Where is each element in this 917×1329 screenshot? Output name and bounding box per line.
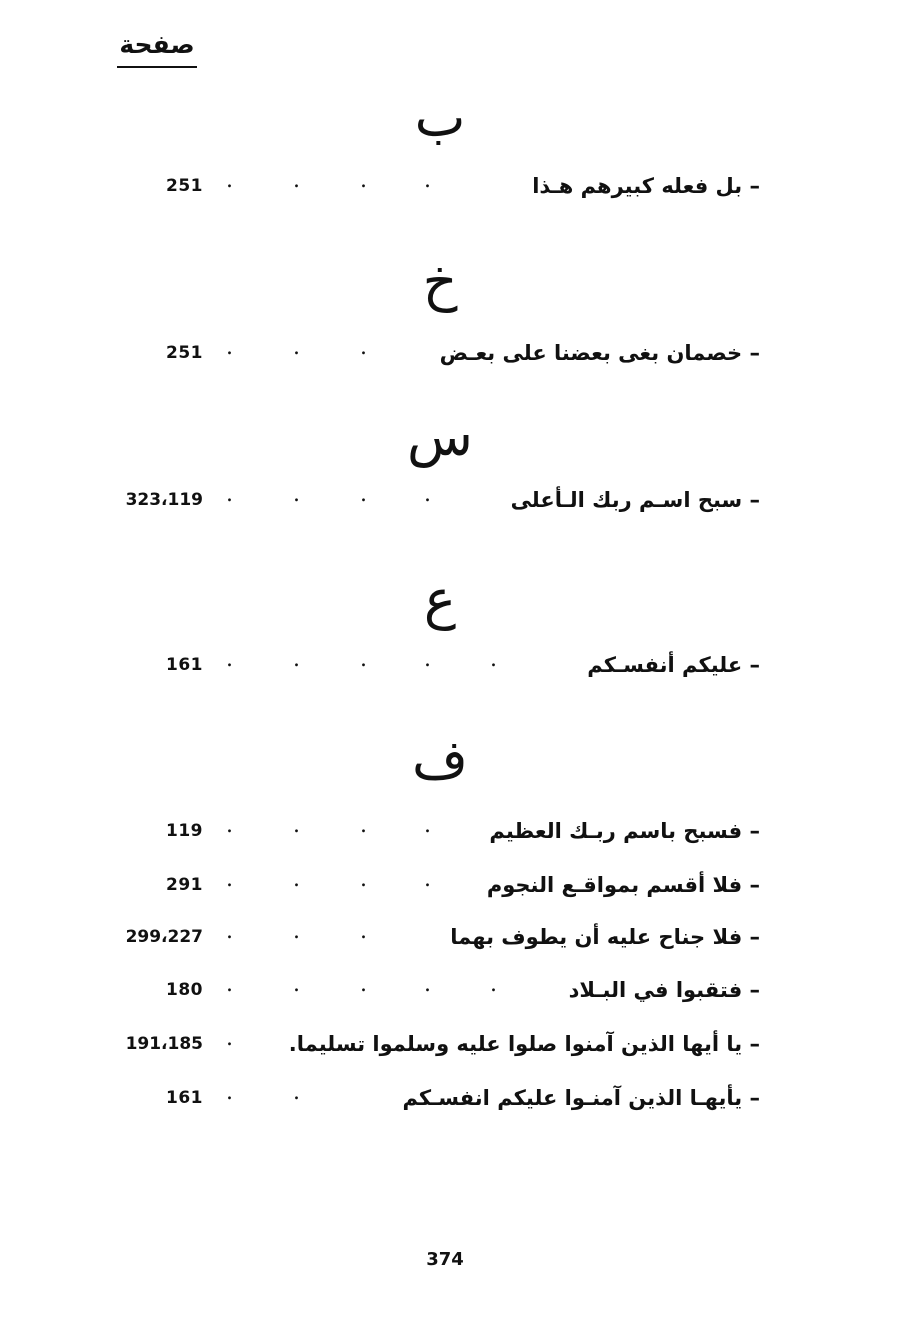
entry-page-number: 119 — [166, 821, 203, 841]
section-letter: ع — [423, 568, 457, 631]
entry-text: – يا أيها الذين آمنوا صلوا عليه وسلموا تسليما. — [288, 1032, 760, 1056]
section-letter: ب — [414, 86, 466, 149]
dot-leader: . — [490, 647, 497, 672]
dot-leader: . — [293, 482, 300, 507]
dot-leader: . — [490, 972, 497, 997]
section-letter: خ — [422, 250, 458, 313]
index-entry — [100, 481, 760, 521]
index-entry — [100, 167, 760, 207]
dot-leader: . — [293, 919, 300, 944]
dot-leader: . — [424, 867, 431, 892]
dot-leader: . — [293, 867, 300, 892]
dot-leader: . — [424, 647, 431, 672]
entry-page-number: 291 — [166, 875, 203, 895]
entry-text: – يأيهـا الذين آمنـوا عليكم انفسـكم — [402, 1086, 760, 1110]
entry-page-number: 323،119 — [125, 490, 203, 510]
page-header-label: صفحة — [119, 30, 195, 59]
section-letter: س — [407, 405, 473, 468]
footer-page-number: 374 — [426, 1249, 464, 1270]
index-entry — [100, 918, 760, 958]
dot-leader: . — [293, 972, 300, 997]
dot-leader: . — [293, 647, 300, 672]
dot-leader: . — [226, 482, 233, 507]
entry-page-number: 191،185 — [125, 1034, 203, 1054]
section-letter: ف — [412, 728, 468, 791]
dot-leader: . — [360, 867, 367, 892]
dot-leader: . — [226, 1080, 233, 1105]
dot-leader: . — [226, 919, 233, 944]
entry-text: – فسبح باسم ربـك العظيم — [489, 819, 760, 843]
index-entry — [100, 1025, 760, 1065]
entry-text: – فلا جناح عليه أن يطوف بهما — [450, 925, 760, 949]
entry-text: – خصمان بغى بعضنا على بعـض — [439, 341, 760, 365]
index-entry — [100, 812, 760, 852]
entry-text: – عليكم أنفسـكم — [587, 653, 760, 677]
entry-page-number: 180 — [166, 980, 203, 1000]
index-entry — [100, 646, 760, 686]
dot-leader: . — [226, 867, 233, 892]
dot-leader: . — [424, 813, 431, 838]
dot-leader: . — [424, 482, 431, 507]
dot-leader: . — [226, 1026, 233, 1051]
index-entry — [100, 971, 760, 1011]
dot-leader: . — [360, 919, 367, 944]
index-entry — [100, 1079, 760, 1119]
dot-leader: . — [226, 813, 233, 838]
header-underline — [117, 66, 197, 68]
dot-leader: . — [226, 168, 233, 193]
dot-leader: . — [293, 335, 300, 360]
dot-leader: . — [360, 647, 367, 672]
dot-leader: . — [293, 1080, 300, 1105]
dot-leader: . — [360, 813, 367, 838]
entry-text: – فلا أقسم بمواقـع النجوم — [486, 873, 760, 897]
dot-leader: . — [293, 168, 300, 193]
entry-page-number: 251 — [166, 176, 203, 196]
dot-leader: . — [360, 335, 367, 360]
dot-leader: . — [424, 168, 431, 193]
entry-page-number: 161 — [166, 1088, 203, 1108]
entry-page-number: 299،227 — [125, 927, 203, 947]
dot-leader: . — [293, 813, 300, 838]
entry-text: – سبح اسـم ربك الـأعلى — [510, 488, 760, 512]
entry-page-number: 251 — [166, 343, 203, 363]
dot-leader: . — [360, 482, 367, 507]
dot-leader: . — [360, 168, 367, 193]
dot-leader: . — [360, 972, 367, 997]
index-entry — [100, 866, 760, 906]
dot-leader: . — [424, 972, 431, 997]
index-entry — [100, 334, 760, 374]
entry-text: – بل فعله كبيرهم هـذا — [532, 174, 760, 198]
dot-leader: . — [226, 647, 233, 672]
dot-leader: . — [226, 335, 233, 360]
entry-text: – فتقبوا في البـلاد — [568, 978, 760, 1002]
dot-leader: . — [226, 972, 233, 997]
entry-page-number: 161 — [166, 655, 203, 675]
